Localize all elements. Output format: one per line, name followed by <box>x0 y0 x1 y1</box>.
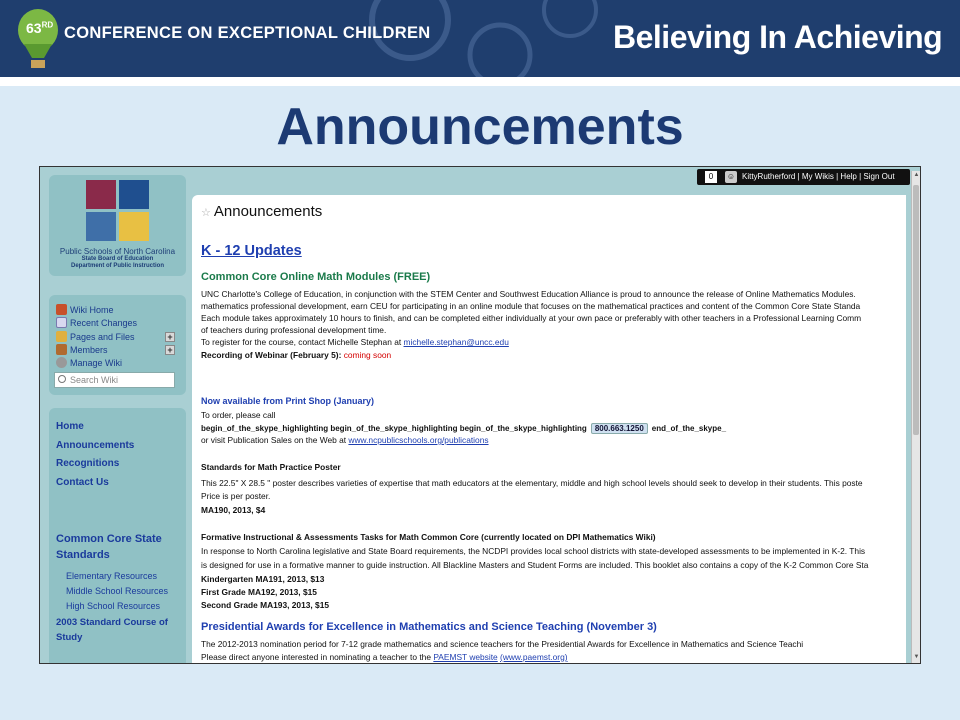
wiki-content <box>192 195 906 664</box>
site-links-panel <box>49 408 186 664</box>
username-link[interactable]: KittyRutherford <box>742 172 796 181</box>
house-icon <box>56 304 67 315</box>
phone-number-button[interactable]: 800.663.1250 <box>591 423 648 434</box>
cc-text-line: Each module takes approximately 10 hours to finish, and can be completed either individually at your own pace or preferably with other teachers in a Professional Learning Comm <box>201 313 862 323</box>
expand-members-button[interactable]: + <box>165 345 175 355</box>
cc-heading: Common Core Online Math Modules (FREE) <box>201 271 431 283</box>
banner-divider <box>0 77 960 86</box>
calendar-icon <box>56 317 67 328</box>
formative-heading: Formative Instructional & Assessments Tasks for Math Common Core (currently located on DPI Mathematics Wiki) <box>201 532 656 542</box>
page-title: ☆ Announcements <box>201 203 323 220</box>
poster-text: This 22.5" X 28.5 " poster describes varieties of expertise that math educators at the elementary, middle and high school levels should seek to develop in their students. This poste <box>201 478 863 488</box>
cc-text-line: of teachers during professional development time. <box>201 325 387 335</box>
scrollbar-thumb[interactable] <box>913 185 919 435</box>
formative-text: In response to North Carolina legislative and State Board requirements, the NCDPI provides local school districts with state-developed assessments to be implemented in K-2. This <box>201 546 866 556</box>
sign-out-link[interactable]: Sign Out <box>863 172 895 181</box>
paemst-website-link[interactable]: PAEMST website <box>433 652 498 662</box>
poster-heading: Standards for Math Practice Poster <box>201 462 341 472</box>
expand-pages-button[interactable]: + <box>165 332 175 342</box>
notification-count[interactable]: 0 <box>705 171 717 183</box>
link-common-core[interactable]: Common Core State Standards <box>56 533 162 561</box>
nav-members[interactable]: Members <box>56 343 108 356</box>
link-contact-us[interactable]: Contact Us <box>56 477 109 488</box>
nav-recent-changes[interactable]: Recent Changes <box>56 316 137 329</box>
paemst-url-link[interactable]: (www.paemst.org) <box>500 652 568 662</box>
link-recognitions[interactable]: Recognitions <box>56 458 120 469</box>
formative-text: is designed for use in a formative manner to guide instruction. All Blackline Masters and Student Forms are included. This booklet also contains a copy of the K-2 Common Core Sta <box>201 560 869 570</box>
members-icon <box>56 344 67 355</box>
order-text: To order, please call <box>201 410 276 420</box>
publications-link[interactable]: www.ncpublicschools.org/publications <box>348 435 489 445</box>
nav-manage-wiki[interactable]: Manage Wiki <box>56 356 122 369</box>
grade-item: Second Grade MA193, 2013, $15 <box>201 600 330 610</box>
conference-name: CONFERENCE ON EXCEPTIONAL CHILDREN <box>64 24 431 42</box>
register-line: To register for the course, contact Michelle Stephan at michelle.stephan@uncc.edu <box>201 337 509 347</box>
print-shop-heading: Now available from Print Shop (January) <box>201 396 375 406</box>
wiki-screenshot <box>39 166 921 664</box>
webinar-line: Recording of Webinar (February 5): coming soon <box>201 350 392 360</box>
banner-tagline: Believing In Achieving <box>613 19 943 55</box>
link-high-school-resources[interactable]: High School Resources <box>66 601 161 611</box>
cc-text-line: mathematics professional development, earn CEU for participating in an online module that focuses on the mathematical practices and content of the Common Core State Standa <box>201 301 861 311</box>
nav-wiki-home[interactable]: Wiki Home <box>56 303 114 316</box>
skype-line: begin_of_the_skype_highlighting begin_of_the_skype_highlighting begin_of_the_skype_highlighting 800.663.1250 end_of_the_skype_ <box>201 424 727 433</box>
section-title-link[interactable]: K - 12 Updates <box>201 243 302 259</box>
vertical-scrollbar[interactable] <box>911 171 920 663</box>
user-links: KittyRutherford | My Wikis | Help | Sign Out <box>742 172 895 181</box>
scroll-up-arrow-icon[interactable]: ▲ <box>913 172 920 178</box>
visit-line: or visit Publication Sales on the Web at www.ncpublicschools.org/publications <box>201 435 489 445</box>
poster-code: MA190, 2013, $4 <box>201 505 266 515</box>
user-toolbar <box>697 169 910 185</box>
email-link[interactable]: michelle.stephan@uncc.edu <box>403 337 509 347</box>
presidential-awards-heading: Presidential Awards for Excellence in Mathematics and Science Teaching (November 3) <box>201 621 657 633</box>
scroll-down-arrow-icon[interactable]: ▼ <box>913 654 920 660</box>
wiki-nav-panel <box>49 295 186 395</box>
pres-text: The 2012-2013 nomination period for 7-12 grade mathematics and science teachers for the Presidential Awards for Excellence in Mathematics and Science Teachi <box>201 639 804 649</box>
search-input[interactable]: Search Wiki <box>54 372 175 388</box>
nav-pages-files[interactable]: Pages and Files <box>56 330 135 343</box>
conference-banner <box>0 0 960 77</box>
user-avatar-icon[interactable]: ☺ <box>726 172 736 181</box>
hot-air-balloon-icon <box>14 8 62 70</box>
search-icon <box>58 375 66 383</box>
help-link[interactable]: Help <box>840 172 857 181</box>
gear-icon <box>56 357 67 368</box>
star-icon[interactable]: ☆ <box>201 207 211 219</box>
my-wikis-link[interactable]: My Wikis <box>801 172 834 181</box>
dpi-logo-icon <box>86 180 150 242</box>
webinar-status: coming soon <box>343 350 392 360</box>
dpi-logo-panel <box>49 175 186 276</box>
poster-price-text: Price is per poster. <box>201 491 271 501</box>
pres-text: Please direct anyone interested in nominating a teacher to the PAEMST website (www.paemst.org) <box>201 652 568 662</box>
grade-item: First Grade MA192, 2013, $15 <box>201 587 317 597</box>
folder-icon <box>56 331 67 342</box>
grade-item: Kindergarten MA191, 2013, $13 <box>201 574 325 584</box>
link-elementary-resources[interactable]: Elementary Resources <box>66 571 158 581</box>
link-announcements[interactable]: Announcements <box>56 440 135 451</box>
slide-title: Announcements <box>276 98 684 156</box>
wiki-sidebar <box>40 167 192 664</box>
cc-text-line: UNC Charlotte's College of Education, in conjunction with the STEM Center and Southwest Education Alliance is proud to announce the release of Online Mathematics Modules. <box>201 289 856 299</box>
conference-number: 63RD <box>26 20 54 36</box>
dpi-logo-text: Public Schools of North Carolina State Board of Education Department of Public Instruction <box>59 247 176 270</box>
link-home[interactable]: Home <box>56 421 84 432</box>
link-2003-course-of-study[interactable]: 2003 Standard Course of Study <box>56 617 168 643</box>
link-middle-school-resources[interactable]: Middle School Resources <box>66 586 169 596</box>
